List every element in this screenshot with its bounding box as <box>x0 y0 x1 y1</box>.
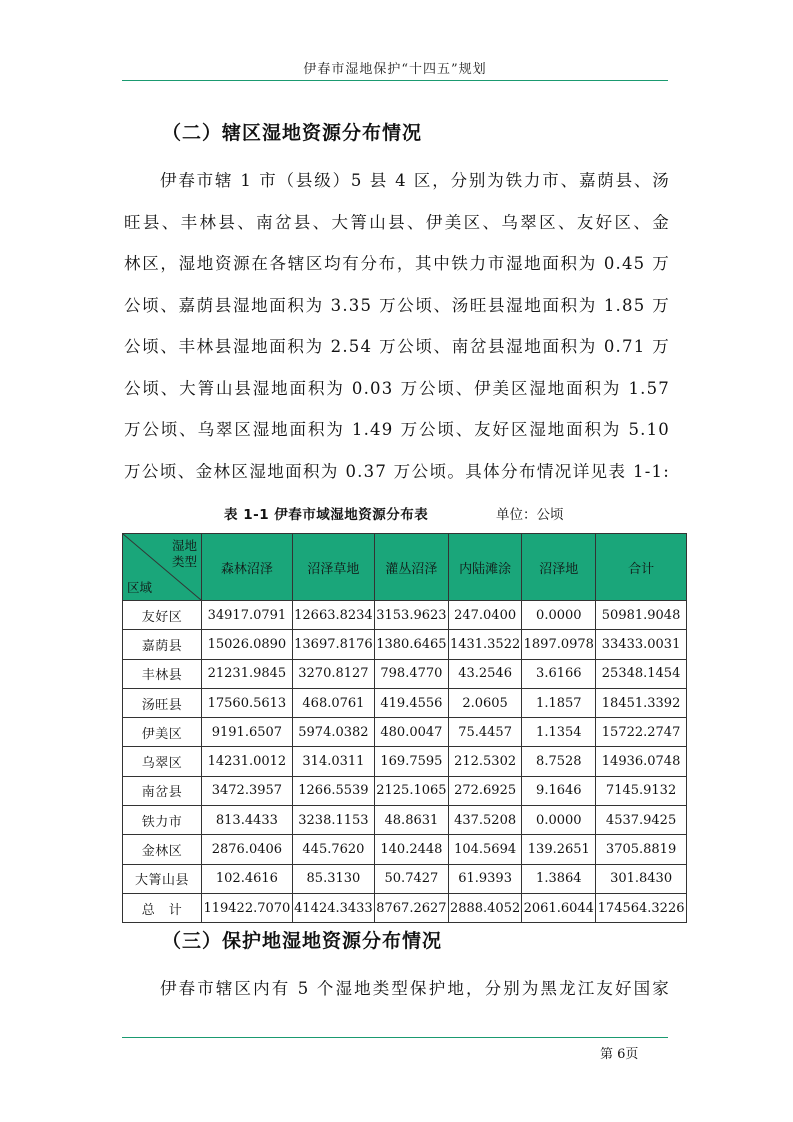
column-header: 合计 <box>596 534 687 601</box>
table-cell: 139.2651 <box>522 835 596 864</box>
table-cell: 0.0000 <box>522 601 596 630</box>
table-cell: 8767.2627 <box>375 893 449 922</box>
table-cell: 1.3864 <box>522 864 596 893</box>
table-cell: 5974.0382 <box>292 718 374 747</box>
table-cell: 813.4433 <box>202 806 293 835</box>
table-cell: 102.4616 <box>202 864 293 893</box>
table-cell: 3238.1153 <box>292 806 374 835</box>
table-cell: 169.7595 <box>375 747 449 776</box>
corner-label-top-2: 类型 <box>171 554 197 569</box>
table-cell: 43.2546 <box>448 659 522 688</box>
table-cell: 9191.6507 <box>202 718 293 747</box>
table-row <box>123 630 687 659</box>
row-region: 南岔县 <box>123 776 202 805</box>
table-cell: 119422.7070 <box>202 893 293 922</box>
table-cell: 85.3130 <box>292 864 374 893</box>
header-rule <box>122 80 668 81</box>
table-cell: 14231.0012 <box>202 747 293 776</box>
table-unit: 单位：公顷 <box>496 507 564 523</box>
table-row <box>123 601 687 630</box>
section-heading-2: （二）辖区湿地资源分布情况 <box>162 122 423 144</box>
table-cell: 14936.0748 <box>596 747 687 776</box>
table-cell: 3705.8819 <box>596 835 687 864</box>
row-region: 乌翠区 <box>123 747 202 776</box>
table-cell: 174564.3226 <box>596 893 687 922</box>
table-cell: 18451.3392 <box>596 688 687 717</box>
table-cell: 50981.9048 <box>596 601 687 630</box>
table-cell: 104.5694 <box>448 835 522 864</box>
table-cell: 2061.6044 <box>522 893 596 922</box>
table-cell: 21231.9845 <box>202 659 293 688</box>
paragraph-line: 林区，湿地资源在各辖区均有分布，其中铁力市湿地面积为 0.45 万 <box>124 254 670 273</box>
section-heading-3: （三）保护地湿地资源分布情况 <box>162 930 443 952</box>
table-row <box>123 893 687 922</box>
column-header: 内陆滩涂 <box>448 534 522 601</box>
table-corner-cell <box>123 534 202 601</box>
table-cell: 445.7620 <box>292 835 374 864</box>
row-region: 总 计 <box>123 893 202 922</box>
table-cell: 480.0047 <box>375 718 449 747</box>
paragraph-line: 万公顷、金林区湿地面积为 0.37 万公顷。具体分布情况详见表 1-1: <box>124 461 670 481</box>
row-region: 汤旺县 <box>123 688 202 717</box>
row-region: 金林区 <box>123 835 202 864</box>
corner-label-top-1: 湿地 <box>171 538 197 553</box>
table-row <box>123 659 687 688</box>
table-row <box>123 776 687 805</box>
table-row <box>123 688 687 717</box>
table-cell: 1.1857 <box>522 688 596 717</box>
paragraph-line: 公顷、大箐山县湿地面积为 0.03 万公顷、伊美区湿地面积为 1.57 <box>124 378 670 398</box>
table-cell: 3472.3957 <box>202 776 293 805</box>
footer-rule <box>122 1037 668 1038</box>
table-cell: 419.4556 <box>375 688 449 717</box>
column-header: 沼泽地 <box>522 534 596 601</box>
table-cell: 3.6166 <box>522 659 596 688</box>
table-cell: 468.0761 <box>292 688 374 717</box>
table-cell: 2876.0406 <box>202 835 293 864</box>
wetland-distribution-table <box>122 533 687 923</box>
section-3-paragraph <box>124 968 670 1010</box>
table-cell: 247.0400 <box>448 601 522 630</box>
corner-label-type <box>172 538 197 570</box>
table-cell: 3153.9623 <box>375 601 449 630</box>
table-cell: 301.8430 <box>596 864 687 893</box>
corner-label-region: 区域 <box>127 580 153 595</box>
table-title: 表 1-1 伊春市域湿地资源分布表 <box>224 507 429 523</box>
table-cell: 798.4770 <box>375 659 449 688</box>
paragraph-line: 旺县、丰林县、南岔县、大箐山县、伊美区、乌翠区、友好区、金 <box>124 212 670 232</box>
paragraph-line: 伊春市辖 1 市（县级）5 县 4 区，分别为铁力市、嘉荫县、汤 <box>160 171 670 190</box>
table-cell: 314.0311 <box>292 747 374 776</box>
table-cell: 2888.4052 <box>448 893 522 922</box>
table-cell: 12663.8234 <box>292 601 374 630</box>
paragraph-line: 伊春市辖区内有 5 个湿地类型保护地，分别为黑龙江友好国家 <box>160 979 670 998</box>
table-cell: 33433.0031 <box>596 630 687 659</box>
table-cell: 25348.1454 <box>596 659 687 688</box>
column-header: 沼泽草地 <box>292 534 374 601</box>
table-row <box>123 864 687 893</box>
row-region: 嘉荫县 <box>123 630 202 659</box>
table-cell: 1.1354 <box>522 718 596 747</box>
table-header-row <box>123 534 687 601</box>
table-row <box>123 718 687 747</box>
table-cell: 13697.8176 <box>292 630 374 659</box>
table-cell: 4537.9425 <box>596 806 687 835</box>
section-2-paragraph <box>124 160 670 492</box>
table-cell: 0.0000 <box>522 806 596 835</box>
running-header: 伊春市湿地保护“十四五”规划 <box>303 62 487 77</box>
table-cell: 75.4457 <box>448 718 522 747</box>
row-region: 丰林县 <box>123 659 202 688</box>
paragraph-line: 公顷、丰林县湿地面积为 2.54 万公顷、南岔县湿地面积为 0.71 万 <box>124 337 670 356</box>
table-cell: 8.7528 <box>522 747 596 776</box>
table-cell: 15026.0890 <box>202 630 293 659</box>
table-cell: 1266.5539 <box>292 776 374 805</box>
column-header: 森林沼泽 <box>202 534 293 601</box>
table-cell: 15722.2747 <box>596 718 687 747</box>
table-cell: 1380.6465 <box>375 630 449 659</box>
table-cell: 34917.0791 <box>202 601 293 630</box>
table-cell: 50.7427 <box>375 864 449 893</box>
table-cell: 2.0605 <box>448 688 522 717</box>
table-cell: 9.1646 <box>522 776 596 805</box>
row-region: 铁力市 <box>123 806 202 835</box>
table-cell: 17560.5613 <box>202 688 293 717</box>
table-row <box>123 835 687 864</box>
table-cell: 61.9393 <box>448 864 522 893</box>
table-cell: 1431.3522 <box>448 630 522 659</box>
table-row <box>123 747 687 776</box>
table-cell: 437.5208 <box>448 806 522 835</box>
table-cell: 2125.1065 <box>375 776 449 805</box>
table-cell: 48.8631 <box>375 806 449 835</box>
table-cell: 212.5302 <box>448 747 522 776</box>
row-region: 伊美区 <box>123 718 202 747</box>
table-cell: 7145.9132 <box>596 776 687 805</box>
table-cell: 3270.8127 <box>292 659 374 688</box>
table-cell: 1897.0978 <box>522 630 596 659</box>
table-cell: 41424.3433 <box>292 893 374 922</box>
page-number: 第 6页 <box>600 1047 639 1062</box>
row-region: 大箐山县 <box>123 864 202 893</box>
table-cell: 272.6925 <box>448 776 522 805</box>
paragraph-line: 万公顷、乌翠区湿地面积为 1.49 万公顷、友好区湿地面积为 5.10 <box>124 420 670 439</box>
row-region: 友好区 <box>123 601 202 630</box>
table-row <box>123 806 687 835</box>
column-header: 灌丛沼泽 <box>375 534 449 601</box>
table-cell: 140.2448 <box>375 835 449 864</box>
paragraph-line: 公顷、嘉荫县湿地面积为 3.35 万公顷、汤旺县湿地面积为 1.85 万 <box>124 295 670 315</box>
